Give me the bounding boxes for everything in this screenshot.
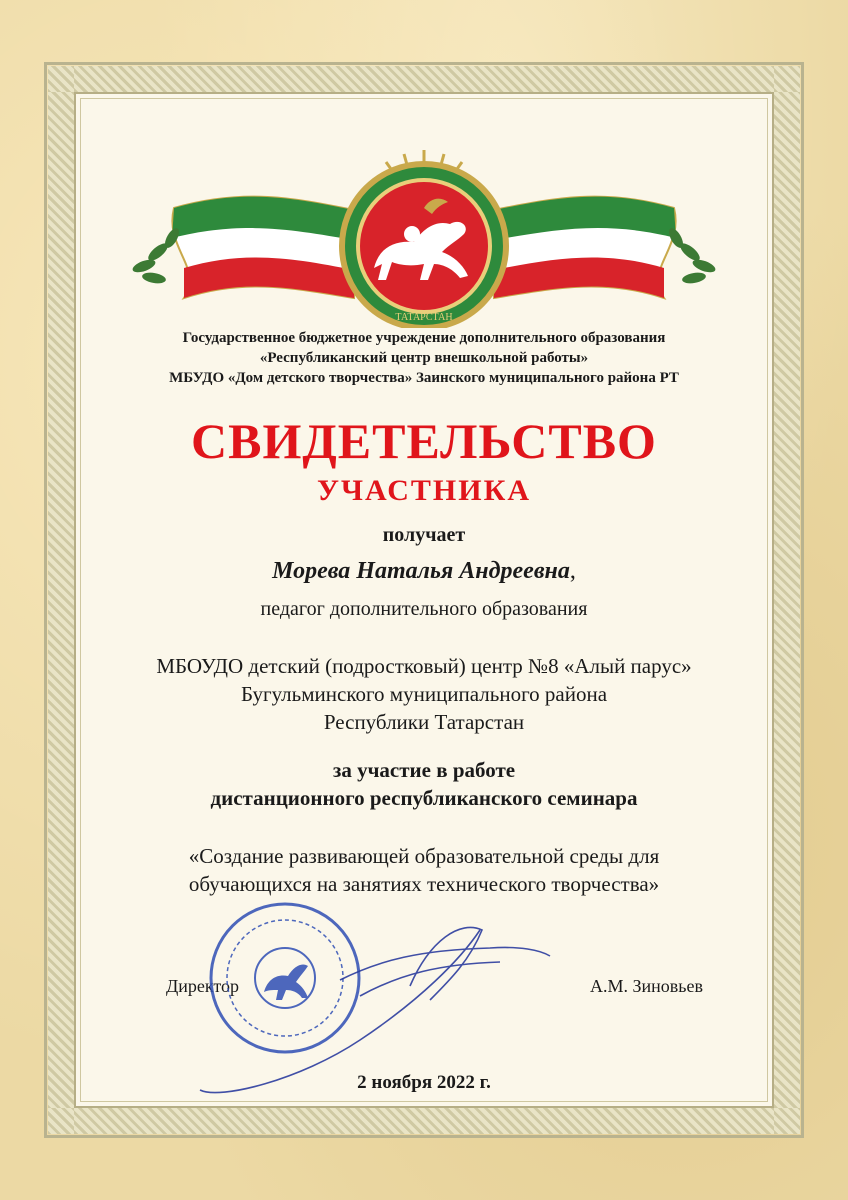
reason-line-2: дистанционного республиканского семинара [210, 786, 638, 810]
reason-block [90, 756, 758, 812]
signature-role: Директор [166, 976, 240, 996]
signer-name: А.М. Зиновьев [590, 976, 703, 996]
tatarstan-emblem-icon [124, 148, 724, 328]
certificate-title: СВИДЕТЕЛЬСТВО [191, 413, 657, 469]
institution-line-1: МБОУДО детский (подростковый) центр №8 «Алый парус» [156, 654, 692, 678]
institution-line-2: Бугульминского муниципального района [240, 682, 608, 706]
reason-line-1: за участие в работе [332, 758, 516, 782]
seminar-block [90, 842, 758, 898]
emblem-ring-label: ТАТАРСТАН [395, 312, 453, 323]
certificate-subtitle: УЧАСТНИКА [317, 474, 531, 507]
organization-line-1: Государственное бюджетное учреждение дополнительного образования [182, 330, 666, 346]
organization-line-2: «Республиканский центр внешкольной работы» [259, 350, 589, 366]
issue-date: 2 ноября 2022 г. [357, 1072, 491, 1093]
organization-line-3: МБУДО «Дом детского творчества» Заинского муниципального района РТ [169, 370, 679, 386]
seminar-line-2: обучающихся на занятиях технического творчества» [188, 872, 660, 896]
institution-line-3: Республики Татарстан [323, 710, 525, 734]
receives-label: получает [382, 524, 466, 546]
recipient-name: Морева Наталья Андреевна [272, 558, 570, 584]
institution-block [90, 652, 758, 736]
seminar-line-1: «Создание развивающей образовательной среды для [188, 844, 660, 868]
recipient-comma: , [569, 558, 576, 584]
recipient-line [90, 558, 758, 585]
recipient-position: педагог дополнительного образования [260, 598, 588, 620]
